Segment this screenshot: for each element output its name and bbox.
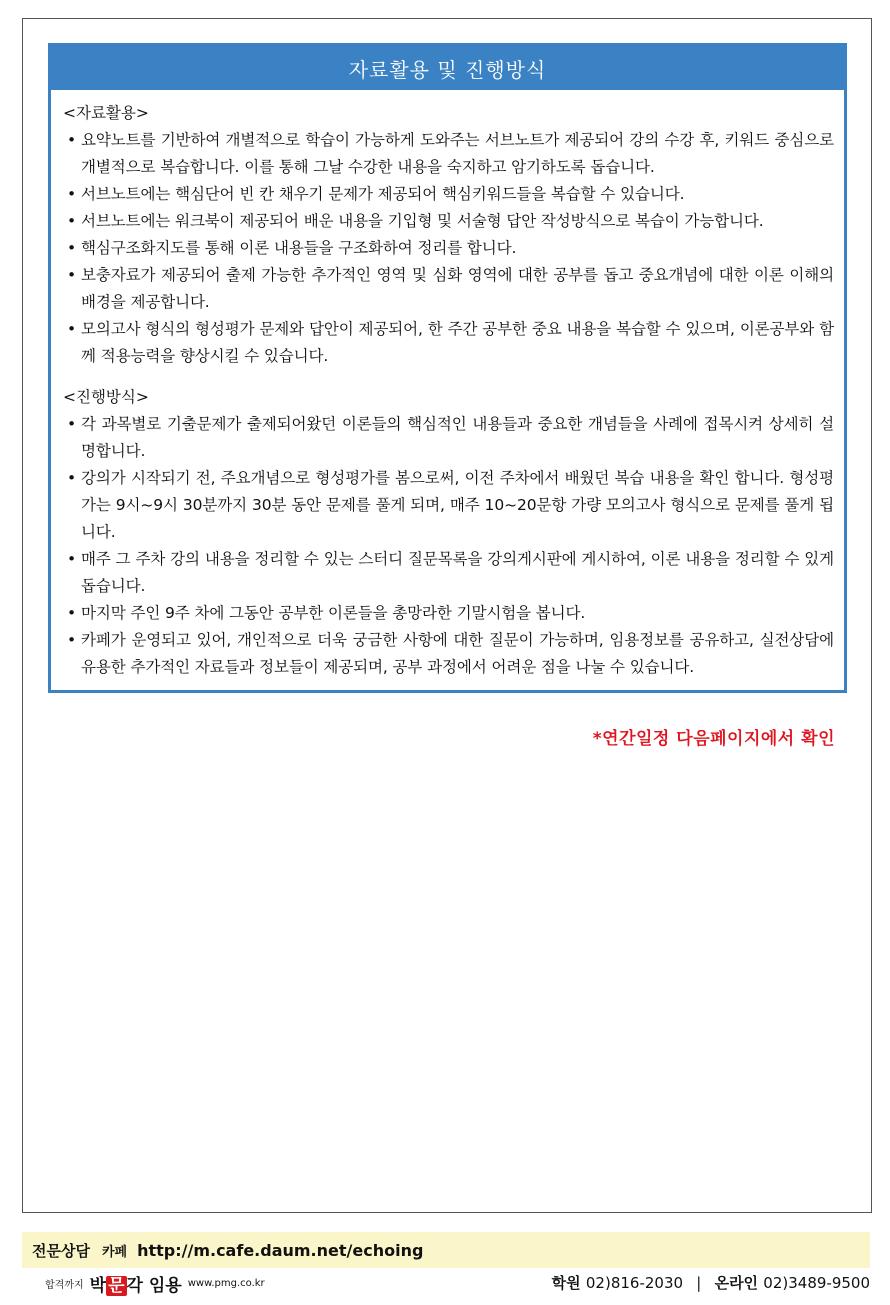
list-item: • 요약노트를 기반하여 개별적으로 학습이 가능하게 도와주는 서브노트가 제공되어 강의 수강 후, 키워드 중심으로 개별적으로 복습합니다. 이를 통해 그날 수강한 내용을 숙지하고 암기하도록 돕습니다.: [63, 127, 834, 181]
bullet-list: [63, 127, 834, 370]
section-title: <자료활용>: [63, 104, 149, 122]
separator: |: [696, 1274, 702, 1292]
bullet-list: [63, 411, 834, 681]
bullet-dot: •: [67, 266, 77, 284]
online-label: 온라인: [714, 1274, 759, 1292]
list-item: • 핵심구조화지도를 통해 이론 내용들을 구조화하여 정리를 합니다.: [63, 235, 834, 262]
online-phone: 02)3489-9500: [763, 1274, 870, 1292]
list-item: • 매주 그 주차 강의 내용을 정리할 수 있는 스터디 질문목록을 강의게시판에 게시하여, 이론 내용을 정리할 수 있게 돕습니다.: [63, 546, 834, 600]
contact-info: [552, 1272, 870, 1293]
bullet-dot: •: [67, 185, 77, 203]
bullet-dot: •: [67, 320, 77, 338]
info-box-body: [51, 90, 844, 681]
bullet-dot: •: [67, 469, 77, 487]
cafe-url-link[interactable]: http://m.cafe.daum.net/echoing: [137, 1240, 424, 1260]
list-item: • 보충자료가 제공되어 출제 가능한 추가적인 영역 및 심화 영역에 대한 공부를 돕고 중요개념에 대한 이론 이해의 배경을 제공합니다.: [63, 262, 834, 316]
brand-tagline: 합격까지: [45, 1279, 84, 1291]
section-materials: [63, 100, 834, 370]
annual-schedule-note: *연간일정 다음페이지에서 확인: [592, 729, 835, 749]
academy-label: 학원: [551, 1274, 581, 1292]
bullet-dot: •: [67, 415, 77, 433]
academy-phone: 02)816-2030: [585, 1274, 684, 1292]
list-item: • 각 과목별로 기출문제가 출제되어왔던 이론들의 핵심적인 내용들과 중요한 개념들을 사례에 접목시켜 상세히 설명합니다.: [63, 411, 834, 465]
cafe-label: 카페: [101, 1244, 128, 1260]
info-box: [48, 43, 847, 693]
footer-bar: [22, 1232, 870, 1268]
bullet-dot: •: [67, 550, 77, 568]
list-item: • 마지막 주인 9주 차에 그동안 공부한 이론들을 총망라한 기말시험을 봅니다.: [63, 600, 834, 627]
section-process: [63, 384, 834, 681]
list-item: • 서브노트에는 워크북이 제공되어 배운 내용을 기입형 및 서술형 답안 작성방식으로 복습이 가능합니다.: [63, 208, 834, 235]
bullet-dot: •: [67, 631, 77, 649]
bullet-dot: •: [67, 604, 77, 622]
section-title: <진행방식>: [63, 388, 149, 406]
bullet-dot: •: [67, 212, 77, 230]
bullet-dot: •: [67, 131, 77, 149]
info-box-title: 자료활용 및 진행방식: [51, 46, 844, 90]
list-item: • 카페가 운영되고 있어, 개인적으로 더욱 궁금한 사항에 대한 질문이 가능하며, 임용정보를 공유하고, 실전상담에 유용한 추가적인 자료들과 정보들이 제공되며, 공부 과정에서 어려운 점을 나눌 수 있습니다.: [63, 627, 834, 681]
brand-site-link[interactable]: www.pmg.co.kr: [187, 1277, 265, 1289]
brand-logo: 박 문 각 임용: [89, 1275, 182, 1296]
list-item: • 서브노트에는 핵심단어 빈 칸 채우기 문제가 제공되어 핵심키워드들을 복습할 수 있습니다.: [63, 181, 834, 208]
list-item: • 강의가 시작되기 전, 주요개념으로 형성평가를 봄으로써, 이전 주차에서 배웠던 복습 내용을 확인 합니다. 형성평가는 9시~9시 30분까지 30분 동안 문제를 풀게 되며, 매주 10~20문항 가량 모의고사 형식으로 문제를 풀게 됩니다.: [63, 465, 834, 546]
consult-label: 전문상담: [32, 1241, 90, 1260]
bullet-dot: •: [67, 239, 77, 257]
brand-row: [45, 1270, 265, 1296]
list-item: • 모의고사 형식의 형성평가 문제와 답안이 제공되어, 한 주간 공부한 중요 내용을 복습할 수 있으며, 이론공부와 함께 적용능력을 향상시킬 수 있습니다.: [63, 316, 834, 370]
